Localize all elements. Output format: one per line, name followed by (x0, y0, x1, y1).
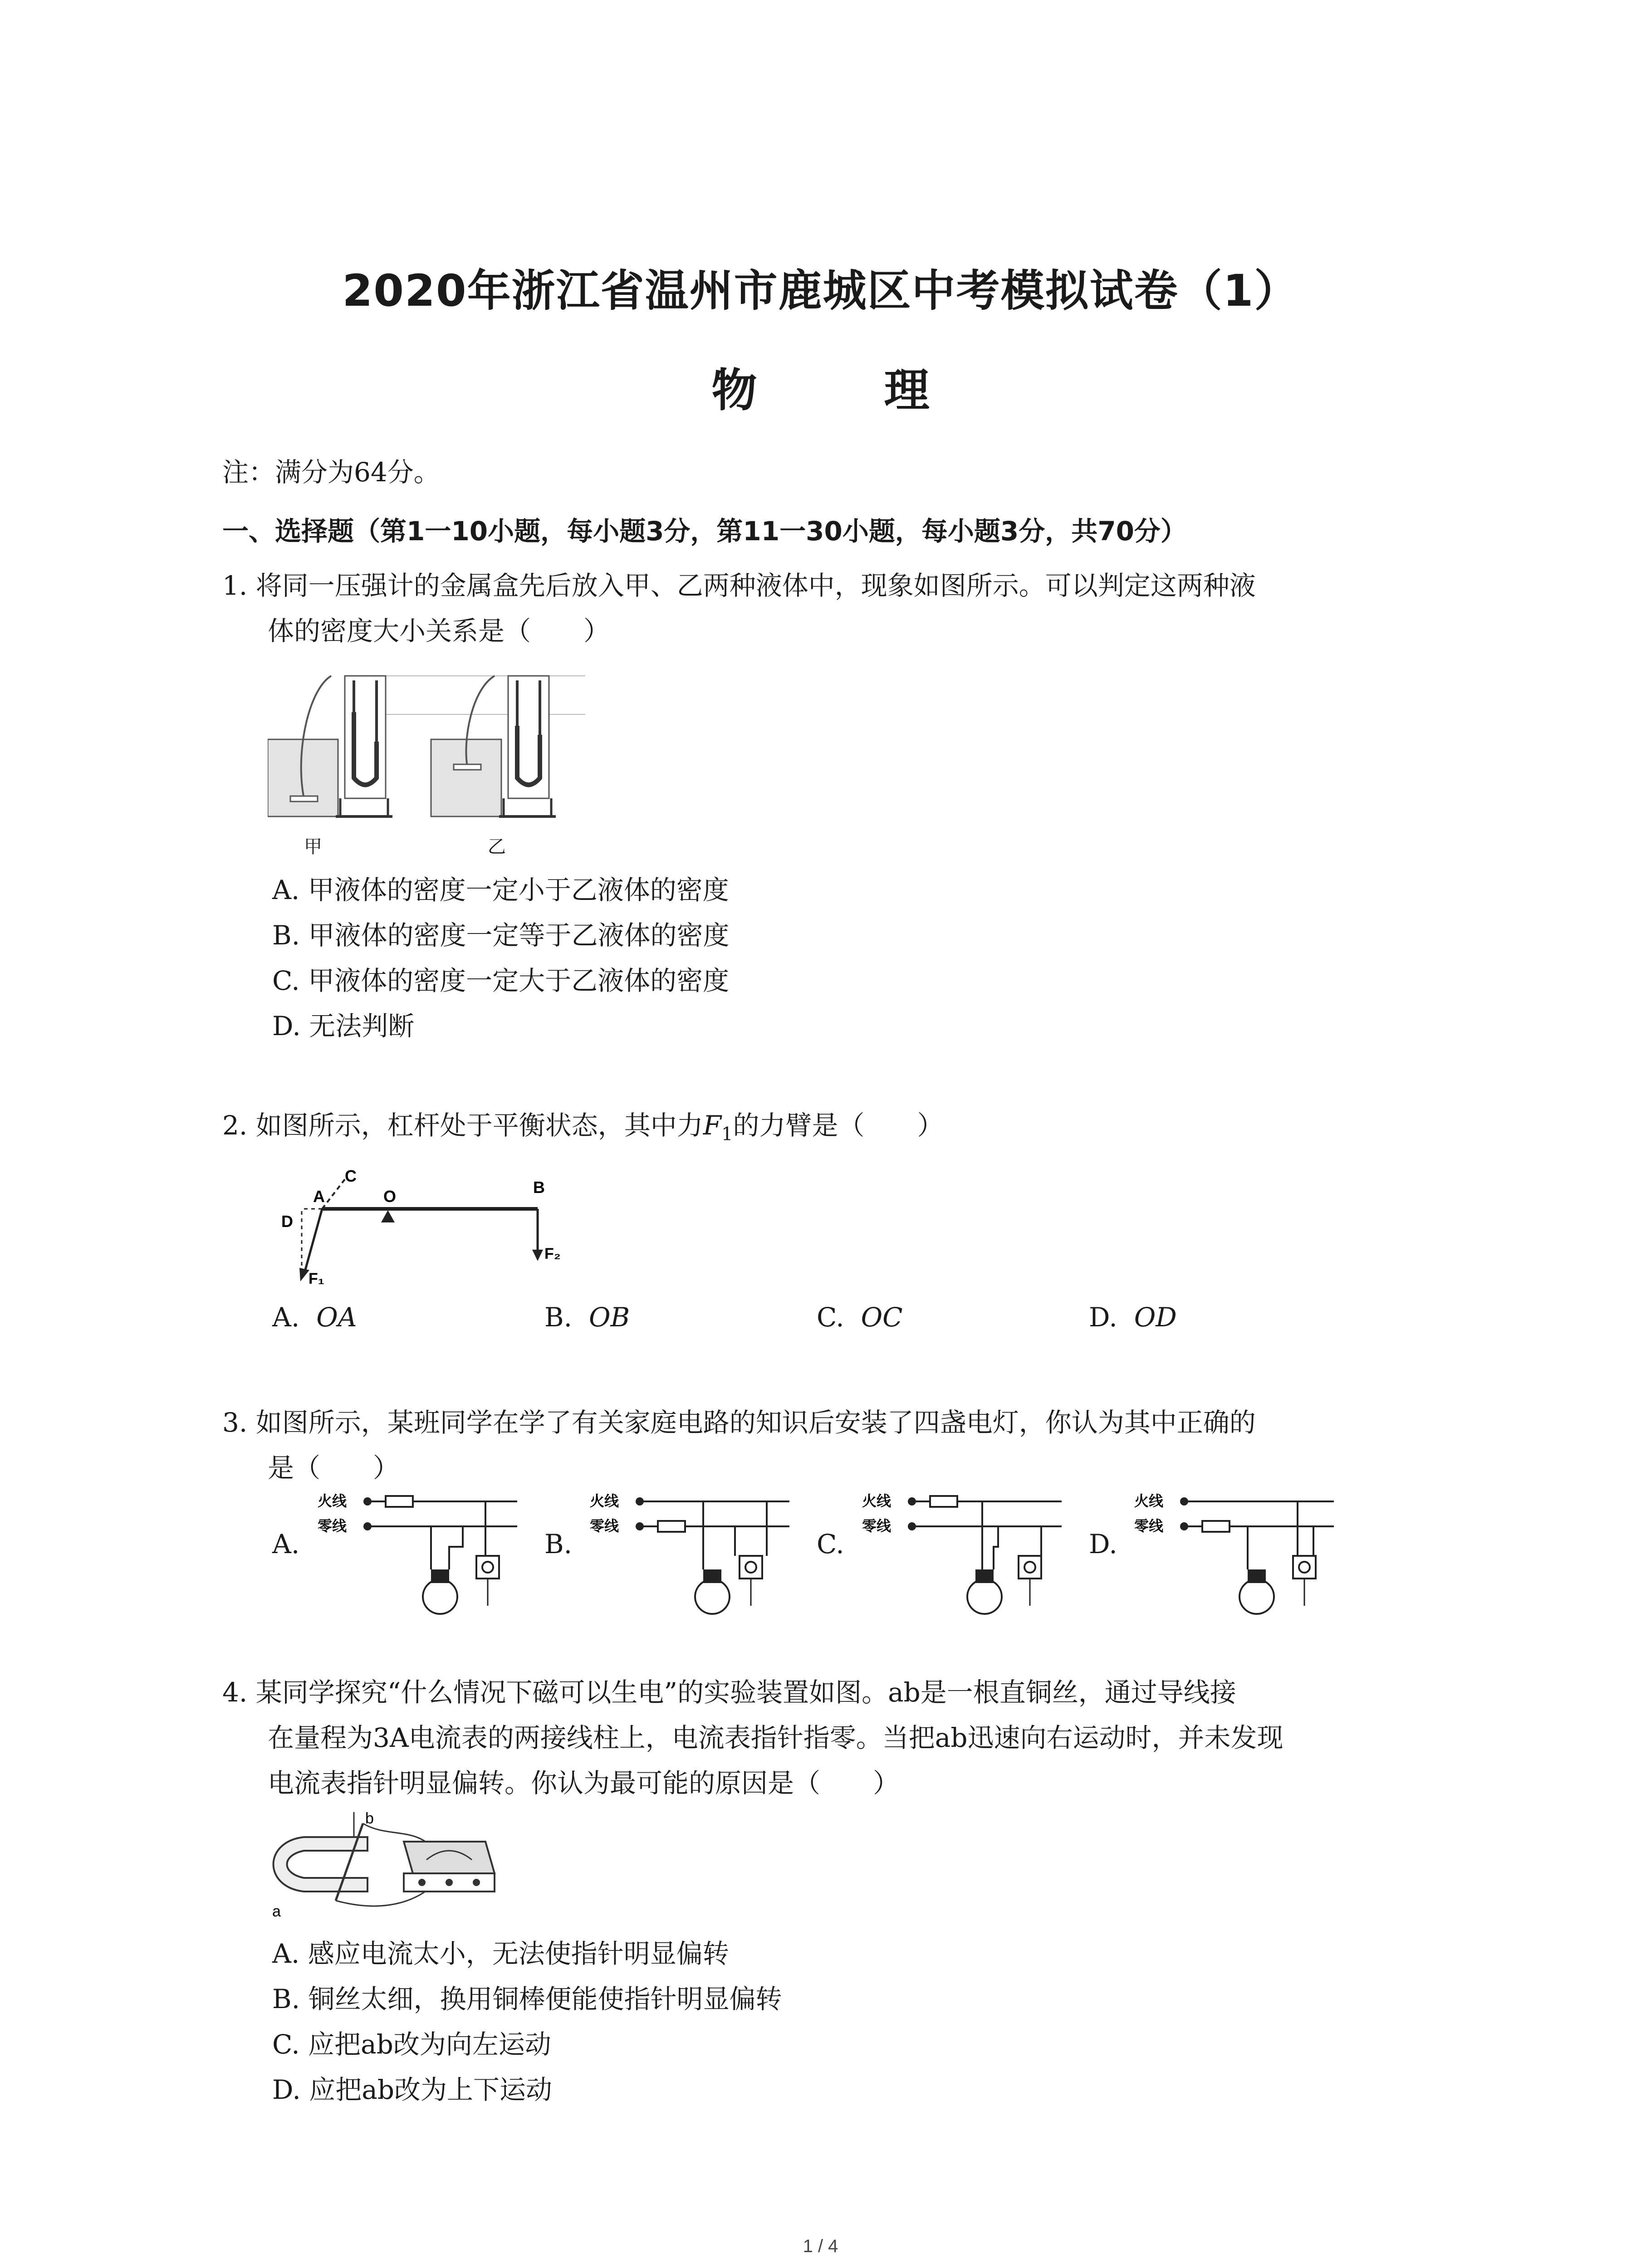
q1-option-d[interactable]: D. 无法判断 (272, 1011, 415, 1041)
q4-option-b[interactable]: B. 铜丝太细，换用铜棒便能使指针明显偏转 (272, 1984, 782, 2014)
paper-title: 2020年浙江省温州市鹿城区中考模拟试卷（1） (342, 265, 1299, 316)
q4-stem-line1: 4. 某同学探究“什么情况下磁可以生电”的实验装置如图。ab是一根直铜丝，通过导线接 (222, 1677, 1236, 1708)
q2-stem-part1: 2. 如图所示，杠杆处于平衡状态，其中力 (222, 1110, 703, 1141)
lever-figure (268, 1161, 585, 1293)
q2-option-d[interactable]: D. OD (1089, 1302, 1177, 1333)
q3-stem-line2: 是（ ） (268, 1452, 400, 1483)
q2-option-a[interactable]: A. OA (272, 1302, 357, 1333)
lever-label-a: A (313, 1187, 325, 1206)
q2-stem-part2: 的力臂是（ ） (733, 1110, 944, 1141)
q1-label-yi: 乙 (488, 837, 506, 857)
q2-force-symbol: F (703, 1110, 722, 1141)
q4-option-a[interactable]: A. 感应电流太小，无法使指针明显偏转 (272, 1938, 729, 1969)
q3-option-a[interactable]: A. (272, 1529, 300, 1559)
lever-label-o: O (383, 1187, 397, 1206)
q2-stem (222, 1102, 944, 1158)
circuit-d (1134, 1488, 1338, 1624)
svg-text:火线: 火线 (318, 1493, 347, 1509)
q1-stem-line2: 体的密度大小关系是（ ） (268, 616, 610, 646)
page-number: 1 / 4 (803, 2236, 838, 2256)
svg-text:火线: 火线 (862, 1493, 892, 1509)
score-note: 注：满分为64分。 (222, 457, 440, 488)
q2-option-b[interactable]: B. OB (544, 1302, 630, 1333)
circuit-b (590, 1488, 794, 1624)
q4-stem-line2: 在量程为3A电流表的两接线柱上，电流表指针指零。当把ab迅速向右运动时，并未发现 (268, 1722, 1283, 1753)
svg-text:火线: 火线 (590, 1493, 619, 1509)
q1-option-a[interactable]: A. 甲液体的密度一定小于乙液体的密度 (272, 875, 729, 905)
q4-option-d[interactable]: D. 应把ab改为上下运动 (272, 2074, 553, 2105)
svg-text:零线: 零线 (1134, 1518, 1164, 1534)
svg-text:火线: 火线 (1134, 1493, 1164, 1509)
circuit-a (318, 1488, 522, 1624)
q3-option-c[interactable]: C. (817, 1529, 844, 1559)
svg-text:零线: 零线 (318, 1518, 347, 1534)
q4-option-c[interactable]: C. 应把ab改为向左运动 (272, 2029, 551, 2060)
q1-option-b[interactable]: B. 甲液体的密度一定等于乙液体的密度 (272, 920, 730, 951)
beaker-yi (431, 676, 556, 816)
circuit-c (862, 1488, 1066, 1624)
q3-stem-line1: 3. 如图所示，某班同学在学了有关家庭电路的知识后安装了四盏电灯，你认为其中正确的 (222, 1407, 1256, 1438)
lever-label-d: D (281, 1212, 293, 1231)
svg-text:零线: 零线 (590, 1518, 619, 1534)
q1-option-c[interactable]: C. 甲液体的密度一定大于乙液体的密度 (272, 965, 730, 996)
q2-force-subscript: 1 (721, 1124, 733, 1145)
lever-label-f1: F₁ (309, 1270, 324, 1287)
q1-stem-line1: 1. 将同一压强计的金属盒先后放入甲、乙两种液体中，现象如图所示。可以判定这两种液 (222, 570, 1256, 601)
subject-title: 物 理 (711, 364, 970, 417)
svg-text:零线: 零线 (862, 1518, 892, 1534)
beaker-jia (268, 676, 392, 816)
section-heading: 一、选择题（第1一10小题，每小题3分，第11一30小题，每小题3分，共70分） (222, 516, 1187, 547)
lever-label-f2: F₂ (544, 1245, 561, 1262)
q4-stem-line3: 电流表指针明显偏转。你认为最可能的原因是（ ） (268, 1768, 900, 1799)
apparatus-label-a: a (272, 1903, 281, 1919)
lever-label-c: C (345, 1167, 357, 1185)
q3-option-d[interactable]: D. (1089, 1529, 1117, 1559)
q2-option-c[interactable]: C. OC (817, 1302, 903, 1333)
q1-label-jia: 甲 (304, 837, 322, 857)
pressure-gauge-figure (268, 662, 585, 862)
lever-label-b: B (533, 1178, 545, 1197)
induction-apparatus-figure (268, 1810, 504, 1919)
q3-option-b[interactable]: B. (544, 1529, 573, 1559)
apparatus-label-b: b (365, 1810, 374, 1827)
